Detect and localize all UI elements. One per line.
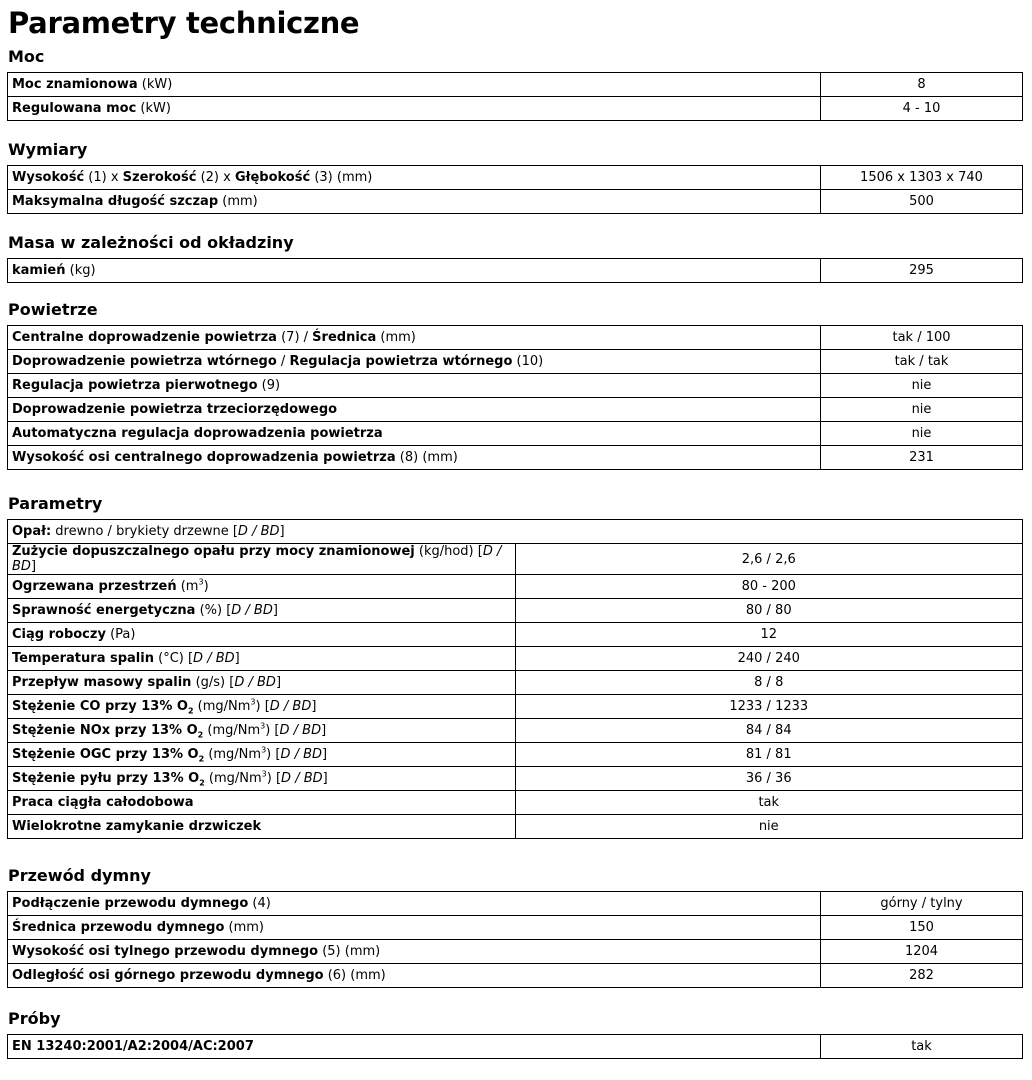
table-row	[8, 940, 1023, 964]
table-przewod-dymny	[7, 891, 1023, 988]
table-row	[8, 767, 1023, 791]
table-powietrze	[7, 325, 1023, 470]
row-label: Stężenie pyłu przy 13% $O_2$ (mg/Nm$^3$) [D / BD]	[8, 767, 516, 791]
row-value: tak / tak	[821, 350, 1023, 374]
page-title: Parametry techniczne	[8, 6, 360, 40]
row-label: Doprowadzenie powietrza wtórnego / Regulacja powietrza wtórnego (10)	[8, 350, 821, 374]
row-value: 295	[821, 259, 1023, 283]
row-value: nie	[515, 815, 1023, 839]
table-wymiary	[7, 165, 1023, 214]
row-value: 8 / 8	[515, 671, 1023, 695]
row-label: Praca ciągła całodobowa	[8, 791, 516, 815]
row-value: 80 - 200	[515, 575, 1023, 599]
section-heading-parametry: Parametry	[8, 494, 103, 513]
section-heading-moc: Moc	[8, 47, 45, 66]
table-row	[8, 695, 1023, 719]
table-row	[8, 73, 1023, 97]
row-value: 1506 x 1303 x 740	[821, 166, 1023, 190]
row-value: 500	[821, 190, 1023, 214]
row-value: 1204	[821, 940, 1023, 964]
row-label: Przepływ masowy spalin (g/s) [D / BD]	[8, 671, 516, 695]
table-row	[8, 326, 1023, 350]
table-proby	[7, 1034, 1023, 1059]
row-value: 1233 / 1233	[515, 695, 1023, 719]
row-label: Zużycie dopuszczalnego opału przy mocy znamionowej (kg/hod) [D / BD]	[8, 544, 516, 575]
row-value: nie	[821, 374, 1023, 398]
row-label: Wysokość osi tylnego przewodu dymnego (5) (mm)	[8, 940, 821, 964]
row-label: Regulowana moc (kW)	[8, 97, 821, 121]
row-value: 150	[821, 916, 1023, 940]
row-value: 4 - 10	[821, 97, 1023, 121]
table-masa	[7, 258, 1023, 283]
table-row	[8, 1035, 1023, 1059]
table-row	[8, 446, 1023, 470]
row-value: tak / 100	[821, 326, 1023, 350]
row-label: Średnica przewodu dymnego (mm)	[8, 916, 821, 940]
table-row	[8, 916, 1023, 940]
row-value: tak	[821, 1035, 1023, 1059]
table-row	[8, 422, 1023, 446]
table-row	[8, 374, 1023, 398]
table-row	[8, 97, 1023, 121]
row-value: tak	[515, 791, 1023, 815]
section-heading-proby: Próby	[8, 1009, 61, 1028]
table-row	[8, 190, 1023, 214]
section-heading-masa: Masa w zależności od okładziny	[8, 233, 294, 252]
row-value: 36 / 36	[515, 767, 1023, 791]
row-label: Ogrzewana przestrzeń $(m^3)$	[8, 575, 516, 599]
section-heading-powietrze: Powietrze	[8, 300, 98, 319]
table-row	[8, 520, 1023, 544]
row-label: Wysokość osi centralnego doprowadzenia powietrza (8) (mm)	[8, 446, 821, 470]
section-heading-przewod-dymny: Przewód dymny	[8, 866, 151, 885]
row-value: górny / tylny	[821, 892, 1023, 916]
row-label: Podłączenie przewodu dymnego (4)	[8, 892, 821, 916]
row-label: Ciąg roboczy (Pa)	[8, 623, 516, 647]
table-row	[8, 259, 1023, 283]
table-row	[8, 791, 1023, 815]
row-value: nie	[821, 422, 1023, 446]
row-value: 231	[821, 446, 1023, 470]
row-label: Stężenie OGC przy 13% $O_2$ (mg/Nm$^3$) [D / BD]	[8, 743, 516, 767]
section-heading-wymiary: Wymiary	[8, 140, 88, 159]
row-value: 282	[821, 964, 1023, 988]
table-row	[8, 599, 1023, 623]
table-row	[8, 743, 1023, 767]
row-value: 8	[821, 73, 1023, 97]
row-label: Wysokość (1) x Szerokość (2) x Głębokość (3) (mm)	[8, 166, 821, 190]
row-value: 12	[515, 623, 1023, 647]
table-row	[8, 815, 1023, 839]
row-value: nie	[821, 398, 1023, 422]
row-value: 81 / 81	[515, 743, 1023, 767]
row-label: Centralne doprowadzenie powietrza (7) / Średnica (mm)	[8, 326, 821, 350]
row-label: Maksymalna długość szczap (mm)	[8, 190, 821, 214]
row-value: 2,6 / 2,6	[515, 544, 1023, 575]
table-moc	[7, 72, 1023, 121]
row-label: Regulacja powietrza pierwotnego (9)	[8, 374, 821, 398]
row-label: Stężenie CO przy 13% $O_2$ (mg/Nm$^3$) [D / BD]	[8, 695, 516, 719]
row-value: 240 / 240	[515, 647, 1023, 671]
row-label: Opał: drewno / brykiety drzewne [D / BD]	[8, 520, 1023, 544]
row-label: Wielokrotne zamykanie drzwiczek	[8, 815, 516, 839]
table-row	[8, 671, 1023, 695]
row-label: Moc znamionowa (kW)	[8, 73, 821, 97]
table-row	[8, 544, 1023, 575]
row-value: 84 / 84	[515, 719, 1023, 743]
table-row	[8, 892, 1023, 916]
table-row	[8, 398, 1023, 422]
row-label: EN 13240:2001/A2:2004/AC:2007	[8, 1035, 821, 1059]
row-label: Automatyczna regulacja doprowadzenia powietrza	[8, 422, 821, 446]
row-value: 80 / 80	[515, 599, 1023, 623]
row-label: Temperatura spalin (°C) [D / BD]	[8, 647, 516, 671]
table-row	[8, 166, 1023, 190]
table-row	[8, 350, 1023, 374]
table-row	[8, 623, 1023, 647]
row-label: Stężenie NOx przy 13% $O_2$ (mg/Nm$^3$) [D / BD]	[8, 719, 516, 743]
row-label: kamień (kg)	[8, 259, 821, 283]
row-label: Sprawność energetyczna (%) [D / BD]	[8, 599, 516, 623]
table-row	[8, 575, 1023, 599]
table-parametry	[7, 519, 1023, 839]
row-label: Odległość osi górnego przewodu dymnego (6) (mm)	[8, 964, 821, 988]
table-row	[8, 719, 1023, 743]
row-label: Doprowadzenie powietrza trzeciorzędowego	[8, 398, 821, 422]
table-row	[8, 647, 1023, 671]
table-row	[8, 964, 1023, 988]
